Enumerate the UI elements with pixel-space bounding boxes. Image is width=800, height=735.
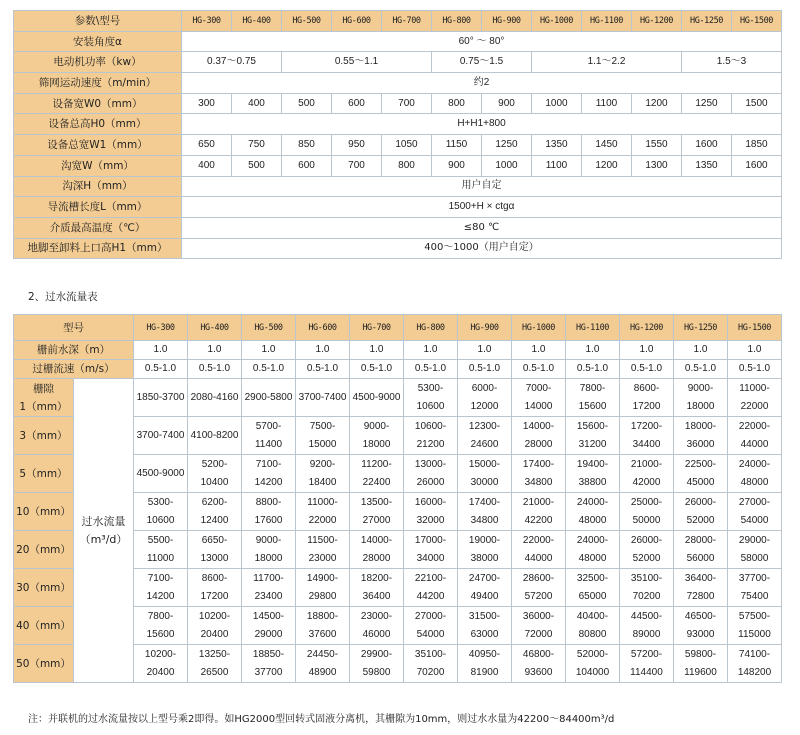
flow-cell: 25000- 50000 <box>620 493 674 531</box>
flow-cell: 35100- 70200 <box>404 645 458 683</box>
water-depth-cell: 1.0 <box>620 341 674 360</box>
flow-cell: 74100- 148200 <box>728 645 782 683</box>
width1-cell: 1550 <box>632 135 682 156</box>
width0-label: 设备宽W0（mm） <box>14 93 182 114</box>
water-depth-cell: 1.0 <box>674 341 728 360</box>
flow-speed-label: 过栅流速（m/s） <box>14 360 134 379</box>
model-header: HG-500 <box>242 315 296 341</box>
flow-cell: 44500- 89000 <box>620 607 674 645</box>
flow-cell: 6650- 13000 <box>188 531 242 569</box>
flow-cell: 17000- 34000 <box>404 531 458 569</box>
flow-cell: 4100-8200 <box>188 417 242 455</box>
flow-cell: 3700-7400 <box>134 417 188 455</box>
flow-cell: 14500- 29000 <box>242 607 296 645</box>
width1-cell: 1150 <box>432 135 482 156</box>
max-temp-label: 介质最高温度（℃） <box>14 217 182 238</box>
channel-width-cell: 400 <box>182 155 232 176</box>
model-header: HG-1000 <box>532 11 582 32</box>
flow-cell: 11200- 22400 <box>350 455 404 493</box>
flow-cell: 22000- 44000 <box>512 531 566 569</box>
flow-cell: 22100- 44200 <box>404 569 458 607</box>
flow-cell: 37700- 75400 <box>728 569 782 607</box>
flow-cell: 7000- 14000 <box>512 379 566 417</box>
width0-cell: 1000 <box>532 93 582 114</box>
flow-cell: 10600- 21200 <box>404 417 458 455</box>
flow-cell: 9000- 18000 <box>674 379 728 417</box>
model-header: HG-900 <box>482 11 532 32</box>
width0-cell: 1500 <box>732 93 782 114</box>
flow-cell: 4500-9000 <box>350 379 404 417</box>
flow-speed-cell: 0.5-1.0 <box>728 360 782 379</box>
channel-depth-row <box>14 176 782 197</box>
height0-row <box>14 114 782 135</box>
flow-cell: 9000- 18000 <box>350 417 404 455</box>
model-header: HG-1500 <box>732 11 782 32</box>
flow-cell: 9200- 18400 <box>296 455 350 493</box>
gap-value: 1（mm） <box>19 400 68 413</box>
water-depth-cell: 1.0 <box>566 341 620 360</box>
channel-width-cell: 900 <box>432 155 482 176</box>
width1-cell: 1250 <box>482 135 532 156</box>
flow-cell: 1850-3700 <box>134 379 188 417</box>
water-depth-cell: 1.0 <box>188 341 242 360</box>
width0-cell: 500 <box>282 93 332 114</box>
power-row <box>14 52 782 73</box>
flow-cell: 9000- 18000 <box>242 531 296 569</box>
channel-width-cell: 1600 <box>732 155 782 176</box>
flow-cell: 36400- 72800 <box>674 569 728 607</box>
flow-cell: 5700- 11400 <box>242 417 296 455</box>
flow-cell: 31500- 63000 <box>458 607 512 645</box>
channel-depth-value: 用户自定 <box>182 176 782 197</box>
width0-cell: 400 <box>232 93 282 114</box>
model-header: HG-900 <box>458 315 512 341</box>
width0-cell: 600 <box>332 93 382 114</box>
flow-cell: 7500- 15000 <box>296 417 350 455</box>
flow-cell: 24700- 49400 <box>458 569 512 607</box>
width0-row <box>14 93 782 114</box>
flow-cell: 22500- 45000 <box>674 455 728 493</box>
width1-cell: 650 <box>182 135 232 156</box>
flow-cell: 26000- 52000 <box>620 531 674 569</box>
model-header: HG-800 <box>432 11 482 32</box>
water-depth-cell: 1.0 <box>728 341 782 360</box>
flow-cell: 29900- 59800 <box>350 645 404 683</box>
guide-length-row <box>14 197 782 218</box>
flow-speed-cell: 0.5-1.0 <box>296 360 350 379</box>
flow-cell: 8600- 17200 <box>188 569 242 607</box>
model-header: HG-800 <box>404 315 458 341</box>
flow-cell: 5300- 10600 <box>404 379 458 417</box>
water-depth-cell: 1.0 <box>404 341 458 360</box>
flow-cell: 18800- 37600 <box>296 607 350 645</box>
channel-width-cell: 600 <box>282 155 332 176</box>
width1-cell: 1600 <box>682 135 732 156</box>
speed-value: 约2 <box>182 73 782 94</box>
flow-cell: 19000- 38000 <box>458 531 512 569</box>
model-header: HG-700 <box>382 11 432 32</box>
discharge-height-label: 地脚至卸料上口高H1（mm） <box>14 238 182 259</box>
gap-label: 30（mm） <box>14 569 74 607</box>
model-header: HG-1200 <box>620 315 674 341</box>
flow-cell: 23000- 46000 <box>350 607 404 645</box>
angle-row <box>14 31 782 52</box>
flow-cell: 4500-9000 <box>134 455 188 493</box>
flow-cell: 2900-5800 <box>242 379 296 417</box>
power-label: 电动机功率（kw） <box>14 52 182 73</box>
max-temp-value: ≤80 ℃ <box>182 217 782 238</box>
table2-header-label: 型号 <box>14 315 134 341</box>
width1-cell: 950 <box>332 135 382 156</box>
flow-cell: 24000- 48000 <box>728 455 782 493</box>
flow-cell: 14000- 28000 <box>350 531 404 569</box>
model-header: HG-700 <box>350 315 404 341</box>
width1-cell: 1050 <box>382 135 432 156</box>
footnote: 注：并联机的过水流量按以上型号乘2即得。如HG2000型回转式固液分离机，其栅隙为10mm，则过水水量为42200～84400m³/d <box>28 714 615 725</box>
channel-width-cell: 1350 <box>682 155 732 176</box>
width0-cell: 1250 <box>682 93 732 114</box>
flow-cell: 10200- 20400 <box>134 645 188 683</box>
flow-cell: 11700- 23400 <box>242 569 296 607</box>
model-header: HG-300 <box>182 11 232 32</box>
flow-cell: 28000- 56000 <box>674 531 728 569</box>
water-depth-cell: 1.0 <box>242 341 296 360</box>
channel-width-cell: 800 <box>382 155 432 176</box>
width0-cell: 800 <box>432 93 482 114</box>
flow-cell: 19400- 38800 <box>566 455 620 493</box>
flow-cell: 6000- 12000 <box>458 379 512 417</box>
discharge-height-value: 400～1000（用户自定） <box>182 238 782 259</box>
water-depth-cell: 1.0 <box>512 341 566 360</box>
model-header: HG-300 <box>134 315 188 341</box>
water-depth-row <box>14 341 782 360</box>
flow-cell: 5300- 10600 <box>134 493 188 531</box>
speed-label: 筛网运动速度（m/min） <box>14 73 182 94</box>
gap-header: 栅隙 <box>33 382 54 395</box>
flow-cell: 8600- 17200 <box>620 379 674 417</box>
flow-cell: 21000- 42200 <box>512 493 566 531</box>
flow-cell: 36000- 72000 <box>512 607 566 645</box>
flow-cell: 13250- 26500 <box>188 645 242 683</box>
flow-speed-cell: 0.5-1.0 <box>242 360 296 379</box>
model-header: HG-400 <box>188 315 242 341</box>
model-header: HG-400 <box>232 11 282 32</box>
channel-width-row <box>14 155 782 176</box>
flow-cell: 24450- 48900 <box>296 645 350 683</box>
flow-cell: 24000- 48000 <box>566 493 620 531</box>
width1-label: 设备总宽W1（mm） <box>14 135 182 156</box>
flow-cell: 3700-7400 <box>296 379 350 417</box>
channel-depth-label: 沟深H（mm） <box>14 176 182 197</box>
angle-label: 安装角度α <box>14 31 182 52</box>
angle-value: 60° ～ 80° <box>182 31 782 52</box>
channel-width-cell: 1300 <box>632 155 682 176</box>
flow-speed-cell: 0.5-1.0 <box>566 360 620 379</box>
model-header: HG-1100 <box>582 11 632 32</box>
flow-cell: 8800- 17600 <box>242 493 296 531</box>
flow-cell: 35100- 70200 <box>620 569 674 607</box>
flow-cell: 29000- 58000 <box>728 531 782 569</box>
width1-cell: 850 <box>282 135 332 156</box>
flow-cell: 6200- 12400 <box>188 493 242 531</box>
discharge-height-row <box>14 238 782 259</box>
parameters-table <box>13 10 782 259</box>
flow-unit: （m³/d） <box>79 532 128 546</box>
flow-cell: 15000- 30000 <box>458 455 512 493</box>
model-header: HG-600 <box>296 315 350 341</box>
flow-cell: 24000- 48000 <box>566 531 620 569</box>
flow-cell: 2080-4160 <box>188 379 242 417</box>
gap-rows <box>14 379 782 683</box>
flow-label <box>74 379 134 683</box>
flow-cell: 26000- 52000 <box>674 493 728 531</box>
flow-cell: 57200- 114400 <box>620 645 674 683</box>
flow-cell: 40950- 81900 <box>458 645 512 683</box>
channel-width-label: 沟宽W（mm） <box>14 155 182 176</box>
flow-speed-cell: 0.5-1.0 <box>134 360 188 379</box>
flow-speed-cell: 0.5-1.0 <box>350 360 404 379</box>
flow-cell: 5200- 10400 <box>188 455 242 493</box>
width0-cell: 1100 <box>582 93 632 114</box>
flow-cell: 7100- 14200 <box>134 569 188 607</box>
flow-cell: 27000- 54000 <box>404 607 458 645</box>
water-depth-cell: 1.0 <box>458 341 512 360</box>
flow-speed-cell: 0.5-1.0 <box>674 360 728 379</box>
power-value: 1.5～3 <box>682 52 782 73</box>
flow-speed-cell: 0.5-1.0 <box>512 360 566 379</box>
width1-cell: 1350 <box>532 135 582 156</box>
model-header: HG-1500 <box>728 315 782 341</box>
height0-label: 设备总高H0（mm） <box>14 114 182 135</box>
max-temp-row <box>14 217 782 238</box>
width0-cell: 900 <box>482 93 532 114</box>
width1-cell: 1450 <box>582 135 632 156</box>
flow-cell: 13000- 26000 <box>404 455 458 493</box>
channel-width-cell: 1200 <box>582 155 632 176</box>
gap-label: 50（mm） <box>14 645 74 683</box>
flow-cell: 12300- 24600 <box>458 417 512 455</box>
gap-row <box>14 379 782 417</box>
flow-title: 过水流量 <box>81 514 126 528</box>
height0-value: H+H1+800 <box>182 114 782 135</box>
gap-label: 40（mm） <box>14 607 74 645</box>
model-header: HG-600 <box>332 11 382 32</box>
flow-cell: 22000- 44000 <box>728 417 782 455</box>
width1-cell: 1850 <box>732 135 782 156</box>
flow-cell: 59800- 119600 <box>674 645 728 683</box>
flow-speed-cell: 0.5-1.0 <box>620 360 674 379</box>
water-depth-cell: 1.0 <box>350 341 404 360</box>
channel-width-cell: 700 <box>332 155 382 176</box>
model-header: HG-500 <box>282 11 332 32</box>
flow-speed-cell: 0.5-1.0 <box>404 360 458 379</box>
flow-cell: 40400- 80800 <box>566 607 620 645</box>
table1-header-row <box>14 11 782 32</box>
width0-cell: 1200 <box>632 93 682 114</box>
gap-label: 10（mm） <box>14 493 74 531</box>
table1-header-label: 参数\型号 <box>14 11 182 32</box>
flow-speed-row <box>14 360 782 379</box>
gap-label: 20（mm） <box>14 531 74 569</box>
flow-cell: 28600- 57200 <box>512 569 566 607</box>
width1-cell: 750 <box>232 135 282 156</box>
power-value: 1.1～2.2 <box>532 52 682 73</box>
flow-cell: 10200- 20400 <box>188 607 242 645</box>
channel-width-cell: 1100 <box>532 155 582 176</box>
flow-cell: 17400- 34800 <box>512 455 566 493</box>
flow-cell: 18000- 36000 <box>674 417 728 455</box>
flow-cell: 32500- 65000 <box>566 569 620 607</box>
guide-length-label: 导流槽长度L（mm） <box>14 197 182 218</box>
flow-cell: 18850- 37700 <box>242 645 296 683</box>
flow-cell: 11500- 23000 <box>296 531 350 569</box>
flow-cell: 7800- 15600 <box>566 379 620 417</box>
power-value: 0.37～0.75 <box>182 52 282 73</box>
model-header: HG-1200 <box>632 11 682 32</box>
power-value: 0.55～1.1 <box>282 52 432 73</box>
flow-cell: 52000- 104000 <box>566 645 620 683</box>
flow-cell: 5500- 11000 <box>134 531 188 569</box>
width0-cell: 300 <box>182 93 232 114</box>
flow-cell: 13500- 27000 <box>350 493 404 531</box>
table2-header-row <box>14 315 782 341</box>
flow-cell: 14900- 29800 <box>296 569 350 607</box>
model-header: HG-1100 <box>566 315 620 341</box>
flow-cell: 18200- 36400 <box>350 569 404 607</box>
model-header: HG-1250 <box>674 315 728 341</box>
gap-label <box>14 379 74 417</box>
flow-cell: 21000- 42000 <box>620 455 674 493</box>
flow-cell: 46800- 93600 <box>512 645 566 683</box>
width0-cell: 700 <box>382 93 432 114</box>
flow-table <box>13 314 782 683</box>
flow-cell: 17400- 34800 <box>458 493 512 531</box>
flow-cell: 57500- 115000 <box>728 607 782 645</box>
model-header: HG-1250 <box>682 11 732 32</box>
water-depth-cell: 1.0 <box>296 341 350 360</box>
flow-cell: 16000- 32000 <box>404 493 458 531</box>
flow-speed-cell: 0.5-1.0 <box>458 360 512 379</box>
width1-row <box>14 135 782 156</box>
power-value: 0.75～1.5 <box>432 52 532 73</box>
flow-cell: 11000- 22000 <box>728 379 782 417</box>
guide-length-value: 1500+H × ctgα <box>182 197 782 218</box>
channel-width-cell: 1000 <box>482 155 532 176</box>
section-2-title: 2、过水流量表 <box>28 291 98 303</box>
flow-cell: 15600- 31200 <box>566 417 620 455</box>
water-depth-label: 栅前水深（m） <box>14 341 134 360</box>
model-header: HG-1000 <box>512 315 566 341</box>
gap-label: 3（mm） <box>14 417 74 455</box>
flow-cell: 14000- 28000 <box>512 417 566 455</box>
flow-cell: 7800- 15600 <box>134 607 188 645</box>
gap-label: 5（mm） <box>14 455 74 493</box>
flow-speed-cell: 0.5-1.0 <box>188 360 242 379</box>
flow-cell: 27000- 54000 <box>728 493 782 531</box>
flow-cell: 17200- 34400 <box>620 417 674 455</box>
speed-row <box>14 73 782 94</box>
flow-cell: 11000- 22000 <box>296 493 350 531</box>
flow-cell: 7100- 14200 <box>242 455 296 493</box>
channel-width-cell: 500 <box>232 155 282 176</box>
water-depth-cell: 1.0 <box>134 341 188 360</box>
flow-cell: 46500- 93000 <box>674 607 728 645</box>
